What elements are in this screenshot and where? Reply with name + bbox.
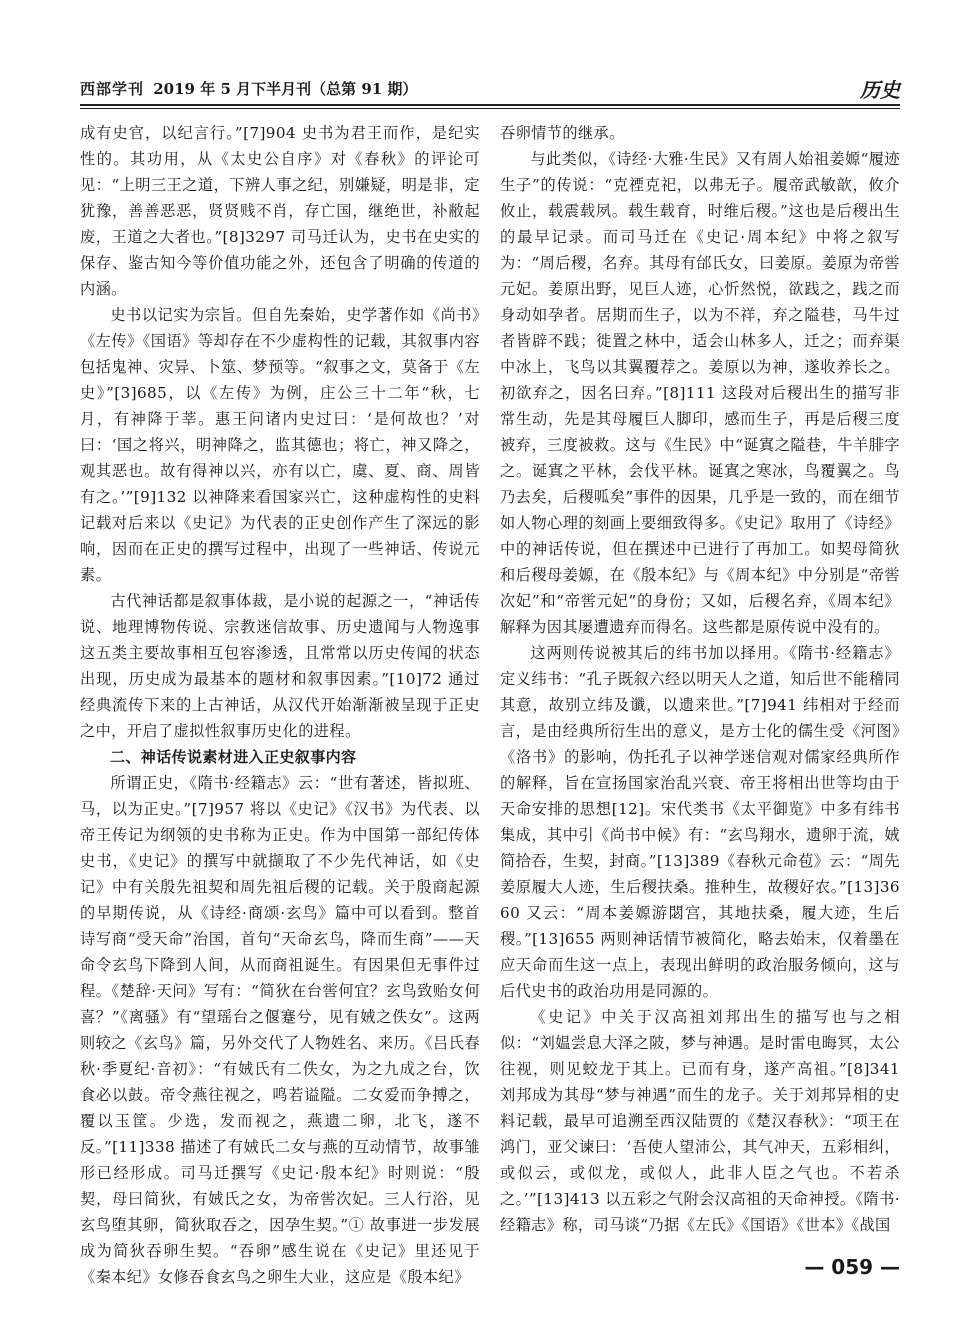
- header-rule-thin: [80, 108, 900, 109]
- paragraph: 古代神话都是叙事体裁，是小说的起源之一，“神话传说、地理博物传说、宗教迷信故事、历史遗闻与人物逸事这五类主要故事相互包容渗透，且常常以历史传闻的状态出现，历史成为最基本的题材和叙事因素。”[10]72 通过经典流传下来的上古神话，从汉代开始渐渐被呈现于正史之中，开启了虚拟性叙事历史化的进程。: [80, 592, 480, 740]
- running-header: [80, 72, 900, 102]
- header-rule-thick: [80, 104, 900, 106]
- section-title: 历史: [860, 78, 900, 102]
- paragraph: 《史记》中关于汉高祖刘邦出生的描写也与之相似：“刘媪尝息大泽之陂，梦与神遇。是时雷电晦冥，太公往视，则见蛟龙于其上。已而有身，遂产高祖。”[8]341 刘邦成为其母“梦与神遇”而生的龙子。关于刘邦异相的史料记载，最早可追溯至西汉陆贾的《楚汉春秋》：“项王在鸿门，亚父谏曰：‘吾使人望沛公，其气冲天，五彩相纠，或似云，或似龙，或似人，此非人臣之气也。不若杀之。’”[13]413 以五彩之气附会汉高祖的天命神授。《隋书·经籍志》称，司马谈“乃据《左氏》《国语》《世本》《战国: [500, 1008, 900, 1234]
- issue-info: 2019 年 5 月下半月刊（总第 91 期）: [153, 80, 418, 98]
- section-heading: 二、神话传说素材进入正史叙事内容: [110, 748, 357, 766]
- journal-issue-line: [80, 78, 417, 99]
- right-column: [500, 120, 900, 1238]
- left-column: [80, 120, 480, 1290]
- paragraph: 所谓正史，《隋书·经籍志》云：“世有著述，皆拟班、马，以为正史。”[7]957 将以《史记》《汉书》为代表、以帝王传记为纲领的史书称为正史。作为中国第一部纪传体史书，《史记》的撰写中就撷取了不少先代神话，如《史记》中有关殷先祖契和周先祖后稷的记载。关于殷商起源的早期传说，从《诗经·商颂·玄鸟》篇中可以看到。整首诗写商“受天命”治国，首句“天命玄鸟，降而生商”——天命令玄鸟下降到人间，从而商祖诞生。有因果但无事件过程。《楚辞·天问》写有：“简狄在台喾何宜？玄鸟致贻女何喜？”《离骚》有“望瑶台之偃蹇兮，见有娀之佚女”。这两则较之《玄鸟》篇，另外交代了人物姓名、来历。《吕氏春秋·季夏纪·音初》：“有娀氏有二佚女，为之九成之台，饮食必以鼓。帝令燕往视之，鸣若谥隘。二女爱而争搏之，覆以玉筐。少选，发而视之，燕遗二卵，北飞，遂不反。”[11]338 描述了有娀氏二女与燕的互动情节，故事雏形已经形成。司马迁撰写《史记·殷本纪》时则说：“殷契，母曰简狄，有娀氏之女，为帝喾次妃。三人行浴，见玄鸟堕其卵，简狄取吞之，因孕生契。”① 故事进一步发展成为简狄吞卵生契。“吞卵”感生说在《史记》里还见于《秦本纪》女修吞食玄鸟之卵生大业，这应是《殷本纪》: [80, 774, 480, 1286]
- paragraph: 吞卵情节的继承。: [500, 124, 625, 142]
- paragraph: 这两则传说被其后的纬书加以择用。《隋书·经籍志》定义纬书：“孔子既叙六经以明天人之道，知后世不能稽同其意，故别立纬及谶，以遗来世。”[7]941 纬相对于经而言，是由经典所衍生出的意义，是方士化的儒生受《河图》《洛书》的影响，伪托孔子以神学迷信观对儒家经典所作的解释，旨在宣扬国家治乱兴衰、帝王将相出世等均由于天命安排的思想[12]。宋代类书《太平御览》中多有纬书集成，其中引《尚书中候》有：“玄鸟翔水，遗卵于流，娀简拾吞，生契，封商。”[13]389《春秋元命苞》云：“周先姜原履大人迹，生后稷扶桑。推种生，故稷好农。”[13]3660 又云：“周本姜嫄游閟宫，其地扶桑，履大迹，生后稷。”[13]655 两则神话情节被简化，略去始末，仅着墨在应天命而生这一点上，表现出鲜明的政治服务倾向，这与后代史书的政治功用是同源的。: [500, 644, 900, 1000]
- journal-name: 西部学刊: [80, 80, 145, 98]
- paragraph: 成有史官，以纪言行。”[7]904 史书为君王而作，是纪实性的。其功用，从《太史公自序》对《春秋》的评论可见：“上明三王之道，下辨人事之纪，别嫌疑，明是非，定犹豫，善善恶恶，贤贤贱不肖，存亡国，继绝世，补敝起废，王道之大者也。”[8]3297 司马迁认为，史书在史实的保存、鉴古知今等价值功能之外，还包含了明确的传道的内涵。: [80, 124, 480, 298]
- paragraph: 史书以记实为宗旨。但自先秦始，史学著作如《尚书》《左传》《国语》等却存在不少虚构性的记载，其叙事内容包括鬼神、灾异、卜筮、梦预等。“叙事之文，莫备于《左史》”[3]685，以《左传》为例，庄公三十二年“秋，七月，有神降于莘。惠王问诸内史过曰：‘是何故也？’对曰：‘国之将兴，明神降之，监其德也；将亡，神又降之，观其恶也。故有得神以兴，亦有以亡，虞、夏、商、周皆有之。’”[9]132 以神降来看国家兴亡，这种虚构性的史料记载对后来以《史记》为代表的正史创作产生了深远的影响，因而在正史的撰写过程中，出现了一些神话、传说元素。: [80, 306, 480, 584]
- paragraph: 与此类似，《诗经·大雅·生民》又有周人始祖姜嫄“履迹生子”的传说：“克禋克祀，以弗无子。履帝武敏歆，攸介攸止，载震载夙。载生载育，时维后稷。”这也是后稷出生的最早记录。而司马迁在《史记·周本纪》中将之叙写为：“周后稷，名弃。其母有邰氏女，曰姜原。姜原为帝喾元妃。姜原出野，见巨人迹，心忻然悦，欲践之，践之而身动如孕者。居期而生子，以为不祥，弃之隘巷，马牛过者皆辟不践；徙置之林中，适会山林多人，迁之；而弃渠中冰上，飞鸟以其翼覆荐之。姜原以为神，遂收养长之。初欲弃之，因名曰弃。”[8]111 这段对后稷出生的描写非常生动，先是其母履巨人脚印，感而生子，再是后稷三度被弃，三度被救。这与《生民》中“诞寘之隘巷，牛羊腓字之。诞寘之平林，会伐平林。诞寘之寒冰，鸟覆翼之。鸟乃去矣，后稷呱矣”事件的因果，几乎是一致的，而在细节如人物心理的刻画上要细致得多。《史记》取用了《诗经》中的神话传说，但在撰述中已进行了再加工。如契母简狄和后稷母姜嫄，在《殷本纪》与《周本纪》中分别是“帝喾次妃”和“帝喾元妃”的身份；又如，后稷名弃，《周本纪》解释为因其屡遭遗弃而得名。这些都是原传说中没有的。: [500, 150, 900, 636]
- page-number: — 059 —: [804, 1255, 900, 1279]
